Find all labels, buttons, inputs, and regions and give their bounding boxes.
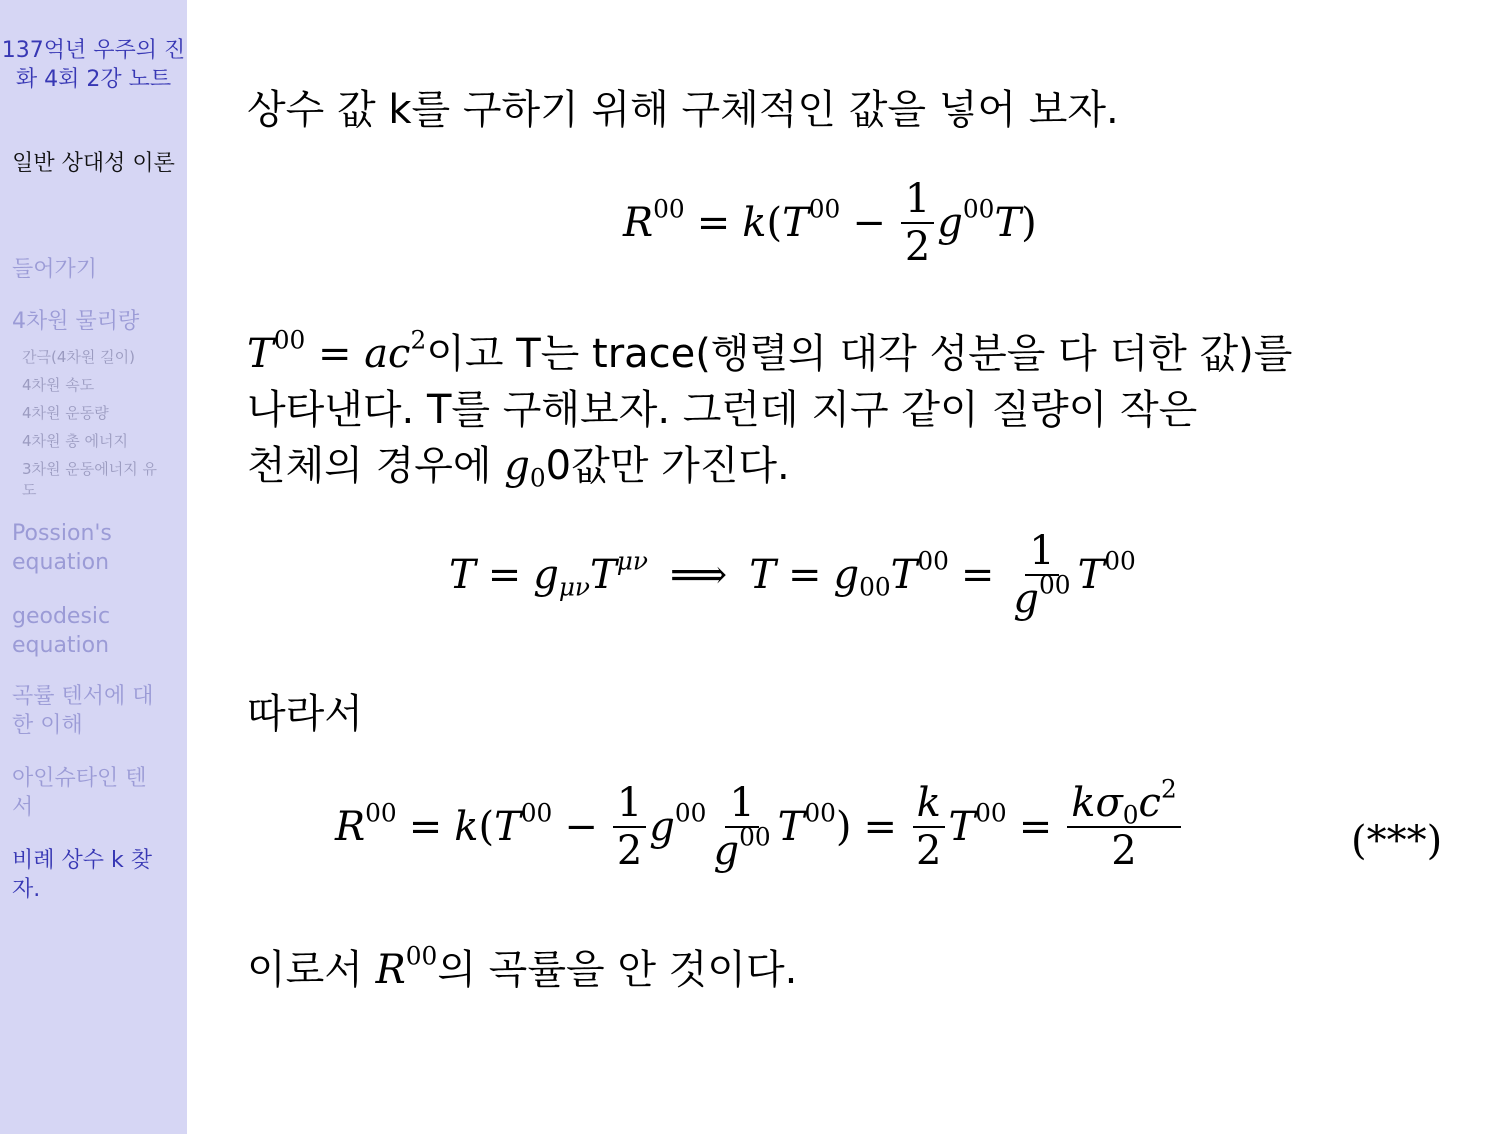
nav-section-find-k[interactable]: 비례 상수 k 찾자. xyxy=(12,848,152,902)
equation-trace: T = $g_{\mu\nu}$ $T^{\mu\nu}$ ⟹ T = $g_{00}$ $T^{00}$ = $\frac{1}{g^{00}}$ $T^{00}$ xyxy=(449,528,1136,622)
equation-r00-definition: $R^{00}$ = k ( $T^{00}$ − $\frac{1}{2}$ $g^{00}$ T ) xyxy=(623,176,1037,270)
nav-section-poisson[interactable]: Possion's equation xyxy=(12,521,112,575)
paragraph-therefore: 따라서 xyxy=(247,691,363,737)
nav-subsection-interval[interactable]: 간극(4차원 길이) xyxy=(22,348,135,366)
paragraph-conclusion: 이로서 $R^{00}$의 곡률을 안 것이다. xyxy=(247,941,798,993)
nav-subsection-4d-energy[interactable]: 4차원 총 에너지 xyxy=(22,432,129,450)
nav-subsection-3d-kinetic[interactable]: 3차원 운동에너지 유도 xyxy=(22,460,158,499)
nav-section-4d-quantities[interactable]: 4차원 물리량 xyxy=(12,309,140,334)
paragraph-trace: $T^{00} = ac^2$이고 T는 trace(행렬의 대각 성분을 다 더한 값)를 나타낸다. T를 구해보자. 그런데 지구 같이 질량이 작은 천체의 경우에 $g_00$값만 가진다. xyxy=(247,325,1293,493)
paragraph-intro: 상수 값 k를 구하기 위해 구체적인 값을 넣어 보자. xyxy=(247,87,1119,133)
equation-r00-result: $R^{00}$ = k ( $T^{00}$ − $\frac{1}{2}$ $g^{00}$ $\frac{1}{g^{00}}$ $T^{00}$ ) = $\frac{k}{2}$ $T^{00}$ = $\frac{k\sigma_0c^2}{2}$ xyxy=(335,782,1184,872)
nav-section-curvature[interactable]: 곡률 텐서에 대한 이해 xyxy=(12,684,154,738)
slide-content xyxy=(187,0,1512,1134)
nav-section-intro[interactable]: 들어가기 xyxy=(12,257,98,282)
nav-section-einstein[interactable]: 아인슈타인 텐서 xyxy=(12,766,147,820)
nav-subsection-4d-velocity[interactable]: 4차원 속도 xyxy=(22,376,95,394)
presentation-title[interactable]: 137억년 우주의 진화 4회 2강 노트 xyxy=(1,38,186,92)
sidebar-navigation xyxy=(0,0,187,1134)
presentation-subtitle: 일반 상대성 이론 xyxy=(12,151,175,176)
equation-tag: (***) xyxy=(1351,818,1443,864)
nav-section-geodesic[interactable]: geodesic equation xyxy=(12,604,111,658)
nav-subsection-4d-momentum[interactable]: 4차원 운동량 xyxy=(22,404,109,422)
